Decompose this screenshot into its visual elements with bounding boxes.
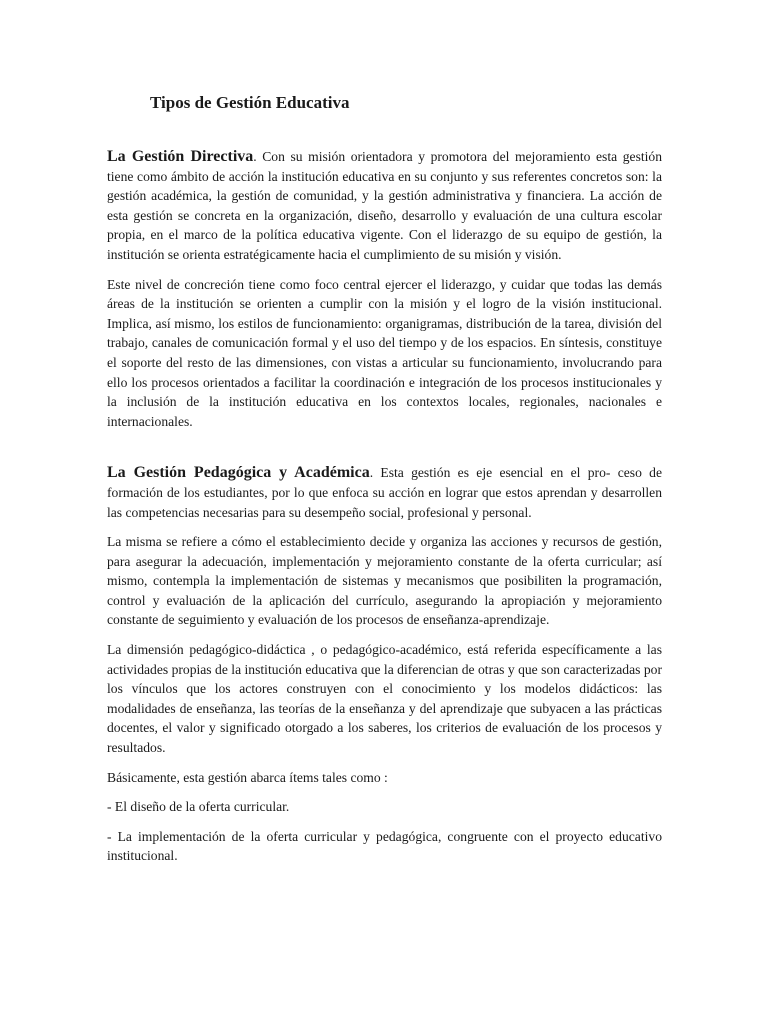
section-heading-directiva: La Gestión Directiva — [107, 148, 254, 165]
section-pedagogica-paragraph-2: La misma se refiere a cómo el establecimiento decide y organiza las acciones y recursos de gestión, para asegurar la adecuación, implementación y mejoramiento constante de la oferta curricular; así mismo, contempla la implementación de sistemas y mecanismos que posibiliten la programación, control y evaluación de la aplicación del currículo, asegurando la apropiación y mejoramiento constante de seguimiento y evaluación de los procesos de enseñanza-aprendizaje. — [107, 534, 662, 628]
section-pedagogica-intro-text: . Esta gestión es eje esencial en el pro- ceso de formación de los estudiantes, por lo que enfoca su acción en lograr que estos aprendan y desarrollen las competencias necesarias para su desempeño social, profesional y personal. — [107, 465, 662, 520]
list-item: - La implementación de la oferta curricular y pedagógica, congruente con el proyecto educativo institucional. — [107, 828, 662, 864]
document-title: Tipos de Gestión Educativa — [150, 93, 350, 112]
section-pedagogica-paragraph-4: Básicamente, esta gestión abarca ítems tales como : — [107, 769, 388, 785]
section-pedagogica-paragraph-3: La dimensión pedagógico-didáctica , o pedagógico-académico, está referida específicamente a las actividades propias de la institución educativa que la diferencian de otras y que son caracterizadas por los vínculos que los actores construyen con el conocimiento y los modelos didácticos: las modalidades de enseñanza, las teorías de la enseñanza y del aprendizaje que subyacen a las prácticas docentes, el valor y significado otorgado a los saberes, los criterios de evaluación de los procesos y resultados. — [107, 642, 662, 756]
document-body — [107, 147, 662, 876]
section-heading-pedagogica: La Gestión Pedagógica y Académica — [107, 464, 370, 482]
section-directiva-paragraph-2: Este nivel de concreción tiene como foco central ejercer el liderazgo, y cuidar que todas las demás áreas de la institución se orienten a cumplir con la misión y el logro de la visión institucional. Implica, así mismo, los estilos de funcionamiento: organigramas, distribución de la tarea, división del trabajo, canales de comunicación formal y el uso del tiempo y de los espacios. En síntesis, constituye el soporte del resto de las dimensiones, con vistas a articular su funcionamiento, involucrando para ello los procesos orientados a facilitar la coordinación e integración de los procesos institucionales y la inclusión de la institución educativa en los contextos locales, regionales, nacionales e internacionales. — [107, 276, 662, 429]
section-pedagogica-intro — [107, 463, 662, 522]
section-directiva-intro — [107, 147, 662, 265]
list-item: - El diseño de la oferta curricular. — [107, 799, 290, 815]
section-directiva-intro-text: . Con su misión orientadora y promotora del mejoramiento esta gestión tiene como ámbito de acción la institución educativa en su conjunto y sus referentes concretos son: la gestión académica, la gestión de comunidad, y la gestión administrativa y financiera. La acción de esta gestión se concreta en la organización, diseño, desarrollo y evaluación de una cultura escolar propia, en el marco de la política educativa vigente. Con el liderazgo de su equipo de gestión, la institución se orienta estratégicamente hacia el cumplimiento de su misión y visión. — [107, 149, 663, 262]
